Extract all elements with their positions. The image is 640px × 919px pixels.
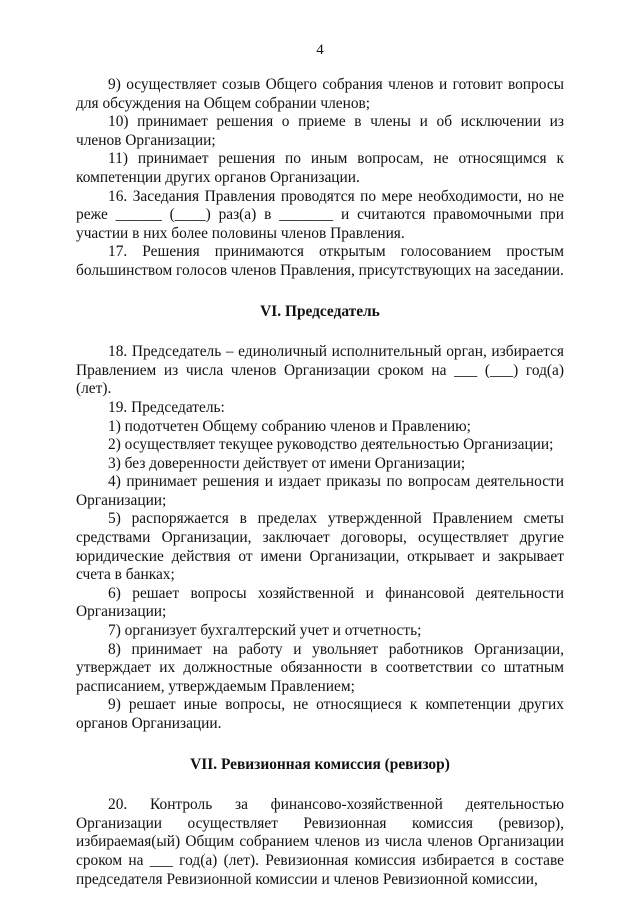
chair-item-3: 3) без доверенности действует от имени Организации; <box>108 454 466 472</box>
chair-item-4: 4) принимает решения и издает приказы по вопросам деятельности Организации; <box>76 473 564 509</box>
chair-item-5: 5) распоряжается в пределах утвержденной Правлением сметы средствами Организации, заключает договоры, осуществляет другие юридические действия от имени Организации, открывает и закрывает счета в банках; <box>76 510 564 584</box>
paragraph-17: 17. Решения принимаются открытым голосованием простым большинством голосов членов Правления, присутствующих на заседании. <box>76 243 564 279</box>
section-heading-vii: VII. Ревизионная комиссия (ревизор) <box>190 755 450 773</box>
item-11-board: 11) принимает решения по иным вопросам, не относящимся к компетенции других органов Организации. <box>76 150 564 186</box>
chair-item-1: 1) подотчетен Общему собранию членов и Правлению; <box>108 417 471 435</box>
paragraph-16: 16. Заседания Правления проводятся по мере необходимости, но не реже ______ (____) раз(а) в _______ и считаются правомочными при участии в них более половины членов Правления. <box>76 187 564 242</box>
chair-item-2: 2) осуществляет текущее руководство деятельностью Организации; <box>108 436 554 454</box>
chair-item-8: 8) принимает на работу и увольняет работников Организации, утверждает их должностные обязанности в соответствии со штатным расписанием, утверждаемым Правлением; <box>76 640 564 695</box>
chair-item-7: 7) организует бухгалтерский учет и отчетность; <box>108 622 422 640</box>
chair-item-9: 9) решает иные вопросы, не относящиеся к компетенции других органов Организации. <box>76 696 564 732</box>
item-10-board: 10) принимает решения о приеме в члены и об исключении из членов Организации; <box>76 113 564 149</box>
paragraph-20: 20. Контроль за финансово-хозяйственной деятельностью Организации осуществляет Ревизионная комиссия (ревизор), избираемая(ый) Общим собранием членов из числа членов Организации сроком на ___ год(а) (лет). Ревизионная комиссия избирается в составе председателя Ревизионной комиссии и членов Ревизионной комиссии, <box>76 796 564 888</box>
paragraph-19: 19. Председатель: <box>108 398 225 416</box>
section-heading-vi: VI. Председатель <box>260 302 380 320</box>
paragraph-18: 18. Председатель – единоличный исполнительный орган, избирается Правлением из числа членов Организации сроком на ___ (___) год(а) (лет). <box>76 343 564 398</box>
item-9-board: 9) осуществляет созыв Общего собрания членов и готовит вопросы для обсуждения на Общем собрании членов; <box>76 76 564 112</box>
document-body <box>76 76 564 889</box>
chair-item-6: 6) решает вопросы хозяйственной и финансовой деятельности Организации; <box>76 584 564 621</box>
page-number: 4 <box>316 42 324 58</box>
